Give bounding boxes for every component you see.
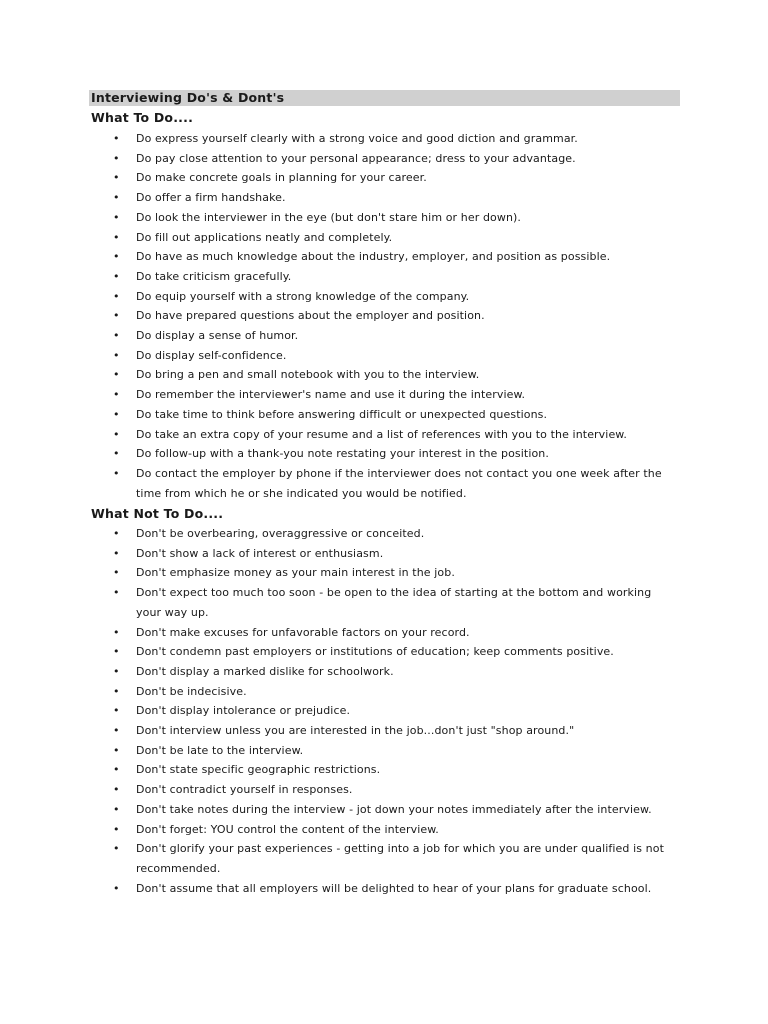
list-item <box>0 326 768 346</box>
bullet-icon: • <box>113 171 120 185</box>
bullet-icon: • <box>113 625 120 639</box>
dont-list <box>0 524 768 898</box>
list-item <box>0 642 768 662</box>
list-item-text: Don't emphasize money as your main interest in the job. <box>136 566 455 580</box>
bullet-icon: • <box>113 664 120 678</box>
list-item-text: Don't be overbearing, overaggressive or conceited. <box>136 527 425 540</box>
list-item <box>0 444 768 464</box>
bullet-icon: • <box>113 586 120 600</box>
list-item <box>0 524 768 544</box>
list-item <box>0 800 768 820</box>
bullet-icon: • <box>113 842 120 856</box>
list-item-text: Don't forget: YOU control the content of the interview. <box>136 822 439 836</box>
bullet-icon: • <box>113 329 120 343</box>
bullet-icon: • <box>113 546 120 560</box>
list-item-text: Do offer a firm handshake. <box>136 191 286 205</box>
list-item-text: Do make concrete goals in planning for your career. <box>136 171 427 185</box>
list-item-text: Do express yourself clearly with a strong voice and good diction and grammar. <box>136 132 578 145</box>
bullet-icon: • <box>113 802 120 816</box>
bullet-icon: • <box>113 388 120 402</box>
list-item <box>0 306 768 326</box>
bullet-icon: • <box>113 724 120 738</box>
bullet-icon: • <box>113 132 120 145</box>
list-item-text: Don't expect too much too soon - be open to the idea of starting at the bottom and working your way up. <box>136 586 652 619</box>
list-item <box>0 682 768 702</box>
list-item <box>0 662 768 682</box>
list-item-text: Don't be indecisive. <box>136 684 247 698</box>
bullet-icon: • <box>113 427 120 441</box>
list-item <box>0 208 768 228</box>
list-item-text: Don't contradict yourself in responses. <box>136 783 353 797</box>
list-item <box>0 583 768 622</box>
bullet-icon: • <box>113 645 120 659</box>
bullet-icon: • <box>113 783 120 797</box>
list-item-text: Don't show a lack of interest or enthusiasm. <box>136 546 384 560</box>
list-item <box>0 563 768 583</box>
bullet-icon: • <box>113 368 120 382</box>
list-item <box>0 287 768 307</box>
list-item-text: Do display self-confidence. <box>136 348 287 362</box>
list-item-text: Do contact the employer by phone if the interviewer does not contact you one week after the time from which he or she indicated you would be notified. <box>136 466 662 500</box>
list-item <box>0 701 768 721</box>
list-item-text: Do equip yourself with a strong knowledge of the company. <box>136 289 470 303</box>
bullet-icon: • <box>113 191 120 205</box>
list-item-text: Do take time to think before answering difficult or unexpected questions. <box>136 407 548 421</box>
bullet-icon: • <box>113 269 120 283</box>
bullet-icon: • <box>113 250 120 264</box>
list-item <box>0 385 768 405</box>
list-item-text: Don't state specific geographic restrictions. <box>136 763 381 777</box>
list-item-text: Don't make excuses for unfavorable factors on your record. <box>136 625 470 639</box>
list-item-text: Do remember the interviewer's name and use it during the interview. <box>136 388 526 402</box>
document-title-bar <box>89 90 680 106</box>
bullet-icon: • <box>113 684 120 698</box>
list-item <box>0 247 768 267</box>
bullet-icon: • <box>113 566 120 580</box>
list-item-text: Do have as much knowledge about the industry, employer, and position as possible. <box>136 250 611 264</box>
bullet-icon: • <box>113 348 120 362</box>
list-item <box>0 721 768 741</box>
section-heading-dont: What Not To Do.... <box>91 506 224 521</box>
list-item <box>0 168 768 188</box>
bullet-icon: • <box>113 822 120 836</box>
list-item-text: Do take an extra copy of your resume and a list of references with you to the interview. <box>136 427 627 441</box>
bullet-icon: • <box>113 763 120 777</box>
bullet-icon: • <box>113 704 120 718</box>
bullet-icon: • <box>113 289 120 303</box>
list-item-text: Do take criticism gracefully. <box>136 269 292 283</box>
list-item-text: Do display a sense of humor. <box>136 329 299 343</box>
list-item <box>0 129 768 149</box>
document-title: Interviewing Do's & Dont's <box>91 90 285 105</box>
section-heading-do: What To Do.... <box>91 110 194 125</box>
list-item <box>0 839 768 878</box>
list-item <box>0 365 768 385</box>
list-item-text: Do have prepared questions about the employer and position. <box>136 309 485 323</box>
do-list <box>0 129 768 503</box>
list-item-text: Don't glorify your past experiences - getting into a job for which you are under qualified is not recommended. <box>136 842 664 875</box>
bullet-icon: • <box>113 447 120 461</box>
list-item <box>0 544 768 564</box>
list-item-text: Don't assume that all employers will be delighted to hear of your plans for graduate school. <box>136 881 652 895</box>
list-item <box>0 464 768 503</box>
list-item-text: Do pay close attention to your personal appearance; dress to your advantage. <box>136 151 576 165</box>
bullet-icon: • <box>113 151 120 165</box>
list-item-text: Don't take notes during the interview - jot down your notes immediately after the interview. <box>136 802 652 816</box>
list-item-text: Don't display intolerance or prejudice. <box>136 704 351 718</box>
bullet-icon: • <box>113 527 120 540</box>
bullet-icon: • <box>113 466 120 480</box>
list-item <box>0 780 768 800</box>
bullet-icon: • <box>113 743 120 757</box>
bullet-icon: • <box>113 881 120 895</box>
list-item-text: Do look the interviewer in the eye (but don't stare him or her down). <box>136 210 522 224</box>
list-item <box>0 149 768 169</box>
bullet-icon: • <box>113 407 120 421</box>
list-item-text: Do fill out applications neatly and completely. <box>136 230 393 244</box>
list-item <box>0 820 768 840</box>
list-item-text: Don't condemn past employers or institutions of education; keep comments positive. <box>136 645 614 659</box>
list-item <box>0 741 768 761</box>
list-item <box>0 405 768 425</box>
list-item-text: Don't interview unless you are interested in the job...don't just "shop around." <box>136 724 575 738</box>
list-item <box>0 623 768 643</box>
list-item <box>0 879 768 899</box>
bullet-icon: • <box>113 210 120 224</box>
list-item <box>0 425 768 445</box>
list-item-text: Do bring a pen and small notebook with you to the interview. <box>136 368 480 382</box>
list-item <box>0 346 768 366</box>
list-item-text: Don't display a marked dislike for schoolwork. <box>136 664 394 678</box>
list-item-text: Don't be late to the interview. <box>136 743 304 757</box>
list-item <box>0 228 768 248</box>
bullet-icon: • <box>113 230 120 244</box>
list-item <box>0 267 768 287</box>
bullet-icon: • <box>113 309 120 323</box>
list-item-text: Do follow-up with a thank-you note restating your interest in the position. <box>136 447 549 461</box>
list-item <box>0 760 768 780</box>
list-item <box>0 188 768 208</box>
